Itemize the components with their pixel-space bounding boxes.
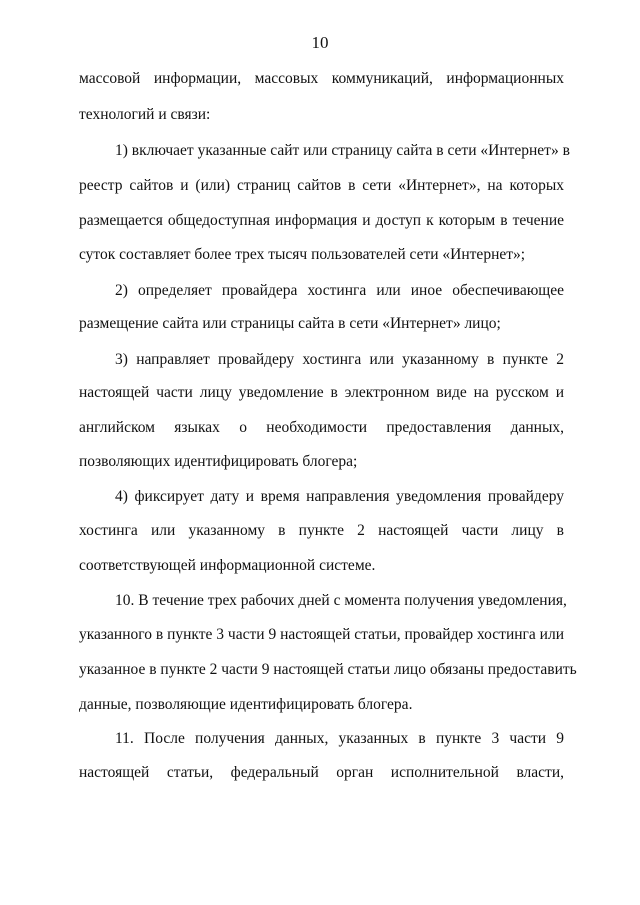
text-line: размещается общедоступная информация и доступ к которым в течение (79, 212, 564, 229)
page-number: 10 (311, 33, 329, 52)
text-line: настоящей части лицу уведомление в электронном виде на русском и (79, 384, 564, 401)
text-line: 1) включает указанные сайт или страницу сайта в сети «Интернет» в (115, 142, 570, 159)
text-line: указанное в пункте 2 части 9 настоящей статьи лицо обязаны предоставить (79, 661, 577, 678)
text-line: суток составляет более трех тысяч пользователей сети «Интернет»; (79, 246, 526, 263)
text-line: английском языках о необходимости предоставления данных, (79, 419, 564, 436)
text-line: хостинга или указанному в пункте 2 настоящей части лицу в (79, 522, 564, 539)
text-line: 3) направляет провайдеру хостинга или указанному в пункте 2 (115, 351, 564, 368)
text-line: 11. После получения данных, указанных в пункте 3 части 9 (115, 730, 564, 747)
text-line: 2) определяет провайдера хостинга или иное обеспечивающее (115, 282, 564, 299)
text-line: массовой информации, массовых коммуникаций, информационных (79, 70, 564, 87)
text-line: данные, позволяющие идентифицировать блогера. (79, 696, 413, 713)
text-line: настоящей статьи, федеральный орган исполнительной власти, (79, 764, 564, 781)
text-line: размещение сайта или страницы сайта в сети «Интернет» лицо; (79, 315, 501, 332)
text-line: позволяющих идентифицировать блогера; (79, 453, 358, 470)
text-line: реестр сайтов и (или) страниц сайтов в сети «Интернет», на которых (79, 177, 564, 194)
text-line: технологий и связи: (79, 106, 211, 123)
text-line: указанного в пункте 3 части 9 настоящей статьи, провайдер хостинга или (79, 626, 564, 643)
text-line: соответствующей информационной системе. (79, 557, 376, 574)
text-line: 10. В течение трех рабочих дней с момента получения уведомления, (115, 592, 567, 609)
text-line: 4) фиксирует дату и время направления уведомления провайдеру (115, 488, 564, 505)
